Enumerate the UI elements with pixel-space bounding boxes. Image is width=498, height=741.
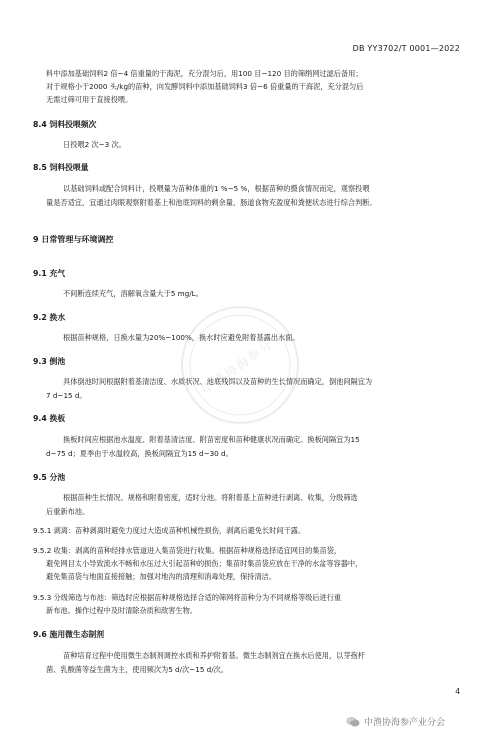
subsection-9-5-1: 9.5.1 剥离：苗种剥离时避免力度过大造成苗种机械性损伤，剥离后避免长时间干露。 (33, 526, 306, 535)
page-number: 4 (455, 687, 460, 696)
paragraph-line: 日投喂2 次~3 次。 (63, 140, 126, 149)
paragraph-line: 避免网目太小导致流水不畅和水压过大引起苗种的损伤；集苗时集苗袋应放在干净的水盆等容器中， (46, 559, 363, 568)
wechat-account-name: 中渔协海参产业分会 (364, 718, 446, 728)
paragraph-line: 根据苗种生长情况、规格和附着密度，适时分池。将附着基上苗种进行剥离、收集，分级筛选 (63, 493, 358, 502)
paragraph-line: 7 d~15 d。 (46, 391, 87, 400)
wechat-attribution (346, 715, 445, 728)
wechat-icon (346, 716, 360, 728)
paragraph-line: 量是否适宜，宜通过肉眼观察附着基上和池底饲料的剩余量、肠道食物充盈度和粪便状态进行综合判断。 (46, 198, 377, 207)
section-heading-8-4: 8.4 饲料投喂频次 (33, 120, 97, 129)
paragraph-line: 不间断连续充气，溶解氧含量大于5 mg/L。 (63, 289, 203, 298)
subsection-9-5-2: 9.5.2 收集：剥离的苗种经排水管道进入集苗袋进行收集。根据苗种规格选择适宜网目的集苗袋， (33, 546, 342, 555)
paragraph-line: 苗种培育过程中使用微生态制剂调控水质和养护附着基。微生态制剂宜在换水后使用，以芽孢杆 (63, 651, 365, 660)
section-heading-9: 9 日常管理与环境调控 (33, 235, 114, 244)
section-heading-9-4: 9.4 换板 (33, 414, 66, 423)
section-heading-9-6: 9.6 施用微生态制剂 (33, 630, 105, 639)
watermark-seal (149, 274, 330, 455)
section-heading-9-1: 9.1 充气 (33, 269, 66, 278)
paragraph-line: 具体倒池时间根据附着基清洁度、水质状况、池底残饵以及苗种的生长情况而确定，倒池间隔宜为 (63, 377, 373, 386)
section-heading-9-2: 9.2 换水 (33, 313, 66, 322)
section-heading-9-5: 9.5 分池 (33, 473, 66, 482)
paragraph-line: 以基础饲料或配合饲料计，投喂量为苗种体重的1 %~5 %，根据苗种的摄食情况而定，观察投喂 (63, 184, 370, 193)
section-heading-9-3: 9.3 倒池 (33, 357, 66, 366)
paragraph-line: 无需过筛可用于直接投喂。 (46, 95, 133, 104)
paragraph-line: 根据苗种规格，日换水量为20%~100%，换水时应避免附着基露出水面。 (63, 333, 300, 342)
paragraph-line: 对于规格小于2000 头/kg的苗种，向发酵饲料中添加基础饲料3 倍~6 倍重量的干海泥，充分混匀后 (46, 82, 364, 91)
section-heading-8-5: 8.5 饲料投喂量 (33, 163, 89, 172)
paragraph-line: 换板时间应根据池水温度、附着基清洁度、附苗密度和苗种健康状况而确定。换板间隔宜为15 (63, 435, 360, 444)
paragraph-line: 新布池。操作过程中及时清除杂质和敌害生物。 (46, 606, 197, 615)
standard-code: DB YY3702/T 0001—2022 (352, 44, 460, 53)
paragraph-line: 避免集苗袋与地面直接接触；加强对地沟的清理和消毒处理，保持清洁。 (46, 572, 277, 581)
subsection-9-5-3: 9.5.3 分级筛选与布池：筛选时应根据苗种规格选择合适的筛网将苗种分为不同规格等级后进行重 (33, 593, 342, 602)
paragraph-line: d~75 d；夏季由于水温较高，换板间隔宜为15 d~30 d。 (46, 449, 233, 458)
paragraph-line: 料中添加基础饲料2 倍~4 倍重量的干海泥，充分混匀后，用100 目~120 目的筛绢网过滤后备用； (46, 69, 363, 78)
watermark-text: 中渔协海参分 (199, 336, 276, 397)
paragraph-line: 菌、乳酸菌等益生菌为主，使用频次为5 d/次~15 d/次。 (46, 665, 229, 674)
paragraph-line: 后重新布池。 (46, 507, 90, 516)
